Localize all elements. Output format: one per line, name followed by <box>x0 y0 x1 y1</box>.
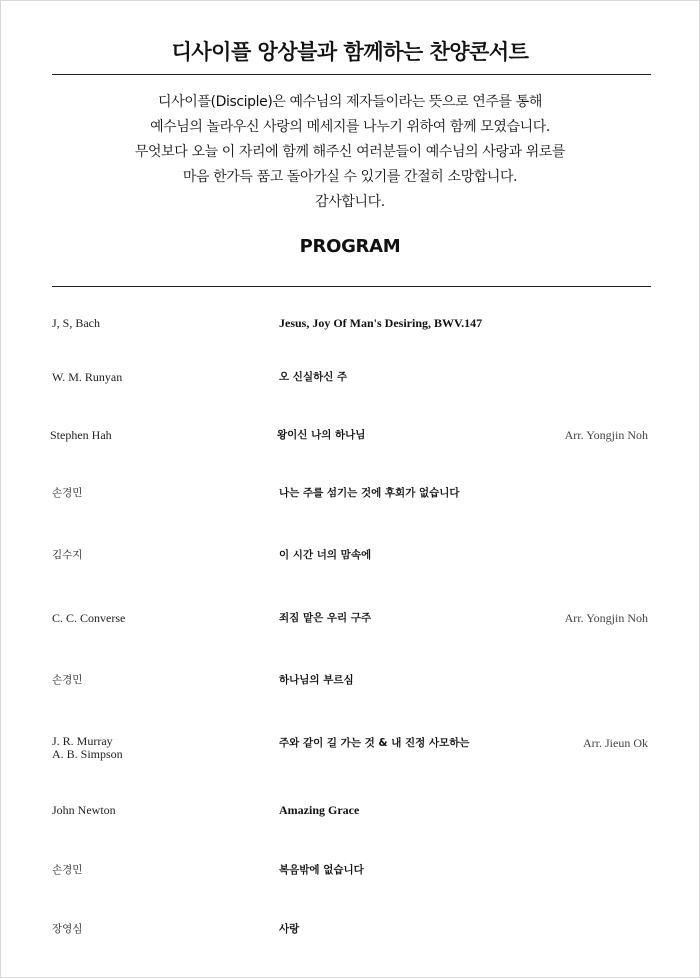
piece-title: 왕이신 나의 하나님 <box>277 429 366 441</box>
composer: 장영심 <box>52 923 83 935</box>
piece-title: 주와 같이 길 가는 것 & 내 진정 사모하는 <box>279 737 470 749</box>
program-row <box>0 804 700 834</box>
intro-line: 디사이플(Disciple)은 예수님의 제자들이라는 뜻으로 연주를 통해 <box>158 94 542 110</box>
composer: 손경민 <box>52 487 83 499</box>
composer-line: J. R. Murray <box>52 734 113 748</box>
piece-title: 나는 주를 섬기는 것에 후회가 없습니다 <box>279 487 460 499</box>
title-divider <box>52 74 651 75</box>
composer: 손경민 <box>52 864 83 876</box>
program-row <box>0 429 700 459</box>
program-row <box>0 674 700 704</box>
piece-title: 이 시간 너의 맘속에 <box>279 549 372 561</box>
composer: John Newton <box>52 803 116 817</box>
piece-title: Jesus, Joy Of Man's Desiring, BWV.147 <box>279 316 483 330</box>
composer-line: A. B. Simpson <box>52 747 123 761</box>
arranger: Arr. Yongjin Noh <box>564 428 648 442</box>
intro-paragraph <box>0 90 700 215</box>
intro-line: 예수님의 놀라우신 사랑의 메세지를 나누기 위하여 함께 모였습니다. <box>150 119 550 135</box>
program-row <box>0 487 700 517</box>
piece-title: 하나님의 부르심 <box>279 674 354 686</box>
program-row <box>0 612 700 642</box>
intro-line: 무엇보다 오늘 이 자리에 함께 해주신 여러분들이 예수님의 사랑과 위로를 <box>134 144 566 160</box>
concert-title: 디사이플 앙상블과 함께하는 찬양콘서트 <box>171 40 529 64</box>
intro-line: 감사합니다. <box>315 194 385 210</box>
program-row <box>0 923 700 953</box>
program-row <box>0 371 700 401</box>
composer: C. C. Converse <box>52 611 126 625</box>
program-divider <box>52 286 651 287</box>
program-row <box>0 549 700 579</box>
piece-title: 오 신실하신 주 <box>279 371 348 383</box>
piece-title: Amazing Grace <box>279 803 360 817</box>
piece-title: 죄짐 맡은 우리 구주 <box>279 612 372 624</box>
composer: J, S, Bach <box>52 316 100 330</box>
composer: 김수지 <box>52 549 83 561</box>
composer: W. M. Runyan <box>52 370 123 384</box>
program-row <box>0 864 700 894</box>
composer: Stephen Hah <box>50 428 112 442</box>
intro-line: 마음 한가득 품고 돌아가실 수 있기를 간절히 소망합니다. <box>182 169 518 185</box>
arranger: Arr. Jieun Ok <box>583 736 648 750</box>
program-row <box>0 735 700 765</box>
piece-title: 사랑 <box>279 923 300 935</box>
program-heading: PROGRAM <box>299 236 401 257</box>
composer: 손경민 <box>52 674 83 686</box>
piece-title: 복음밖에 없습니다 <box>279 864 364 876</box>
composer <box>52 735 123 761</box>
program-row <box>0 317 700 347</box>
arranger: Arr. Yongjin Noh <box>564 611 648 625</box>
